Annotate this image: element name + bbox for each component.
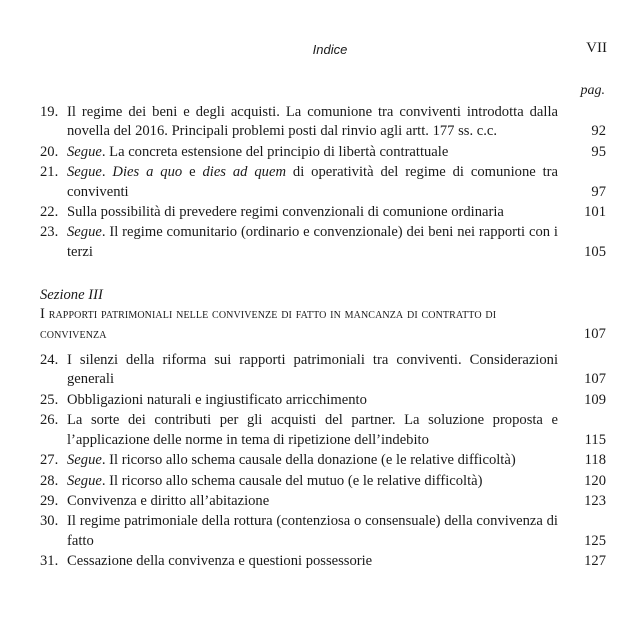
toc-entry-title: I silenzi della riforma sui rapporti patrimoniali tra conviventi. Considerazioni generali bbox=[67, 352, 558, 388]
toc-entry-title: Segue. Il ricorso allo schema causale della donazione (e le relative difficoltà) bbox=[67, 452, 516, 469]
toc-entry-page: 107 bbox=[584, 371, 606, 388]
toc-entry-title: Cessazione della convivenza e questioni possessorie bbox=[67, 553, 373, 570]
toc-entry-page: 123 bbox=[584, 492, 606, 509]
toc-entry-number: 30. bbox=[40, 513, 59, 530]
toc-entry-page: 105 bbox=[584, 243, 606, 260]
toc-entry bbox=[40, 351, 606, 390]
toc-entry-page: 95 bbox=[591, 143, 606, 160]
toc-entry bbox=[40, 552, 606, 571]
toc-entry-title: Il regime dei beni e degli acquisti. La comunione tra conviventi introdotta dalla novella del 2016. Principali problemi posti dal rinvio agli artt. 177 ss. c.c. bbox=[67, 104, 558, 140]
toc-entry-page: 127 bbox=[584, 553, 606, 570]
toc-entry-page: 101 bbox=[584, 204, 606, 221]
toc-entry-title: Obbligazioni naturali e ingiustificato arricchimento bbox=[67, 391, 367, 408]
toc-entry bbox=[40, 472, 606, 491]
toc-entry-page: 97 bbox=[591, 183, 606, 200]
running-header-title: Indice bbox=[312, 42, 348, 57]
toc-entry-page: 115 bbox=[584, 431, 606, 448]
toc-entry-number: 29. bbox=[40, 492, 59, 509]
toc-entry-number: 19. bbox=[40, 104, 59, 120]
toc-entry-title: Segue. Il ricorso allo schema causale del mutuo (e le relative difficoltà) bbox=[67, 472, 483, 489]
section-page-number: 107 bbox=[583, 325, 606, 342]
toc-entry bbox=[40, 492, 606, 511]
toc-entry bbox=[40, 391, 606, 410]
toc-entry bbox=[40, 163, 606, 202]
toc-entry bbox=[40, 451, 606, 470]
toc-entry-title: Sulla possibilità di prevedere regimi convenzionali di comunione ordinaria bbox=[67, 204, 504, 221]
toc-entry-title: Segue. Il regime comunitario (ordinario e convenzionale) dei beni nei rapporti con i terzi bbox=[67, 224, 558, 260]
toc-entry-number: 20. bbox=[40, 143, 59, 160]
page-column-label: pag. bbox=[580, 83, 605, 98]
toc-entry bbox=[40, 512, 606, 551]
toc-entry-page: 125 bbox=[584, 532, 606, 549]
toc-entry-title: La sorte dei contributi per gli acquisti del partner. La soluzione proposta e l’applicazione delle norme in tema di ripetizione dell’indebito bbox=[67, 412, 558, 448]
section-title-text: I rapporti patrimoniali nelle convivenze di fatto in mancanza di contratto di convivenza bbox=[40, 306, 497, 342]
toc-entry-number: 24. bbox=[40, 352, 59, 369]
section-label: Sezione III bbox=[40, 287, 103, 304]
toc-entry-title: Convivenza e diritto all’abitazione bbox=[67, 492, 270, 509]
toc-entry-title: Segue. La concreta estensione del principio di libertà contrattuale bbox=[67, 143, 449, 160]
toc-entry bbox=[40, 103, 606, 142]
toc-entry bbox=[40, 143, 606, 162]
toc-entry-number: 25. bbox=[40, 391, 59, 408]
toc-entry-number: 21. bbox=[40, 164, 59, 181]
table-of-contents bbox=[40, 103, 606, 573]
toc-entry-title: Segue. Dies a quo e dies ad quem di operatività del regime di comunione tra conviventi bbox=[67, 164, 559, 200]
toc-entry-number: 28. bbox=[40, 472, 59, 489]
toc-entry-number: 22. bbox=[40, 204, 59, 221]
toc-entry-page: 118 bbox=[584, 452, 606, 469]
toc-entry bbox=[40, 203, 606, 222]
toc-entry-number: 26. bbox=[40, 412, 59, 429]
toc-entry bbox=[40, 411, 606, 450]
toc-list-section-iii bbox=[40, 351, 606, 571]
toc-entry-page: 92 bbox=[591, 123, 606, 140]
section-heading bbox=[40, 305, 606, 344]
toc-entry-page: 109 bbox=[584, 391, 606, 408]
toc-entry-number: 31. bbox=[40, 553, 59, 570]
toc-entry-page: 120 bbox=[584, 472, 606, 489]
running-header-page-number: VII bbox=[586, 40, 607, 56]
toc-entry-number: 27. bbox=[40, 452, 59, 469]
toc-entry bbox=[40, 223, 606, 262]
toc-list-section-ii bbox=[40, 103, 606, 262]
toc-entry-title: Il regime patrimoniale della rottura (contenziosa o consensuale) della convivenza di fatto bbox=[67, 513, 558, 549]
toc-entry-number: 23. bbox=[40, 224, 59, 241]
